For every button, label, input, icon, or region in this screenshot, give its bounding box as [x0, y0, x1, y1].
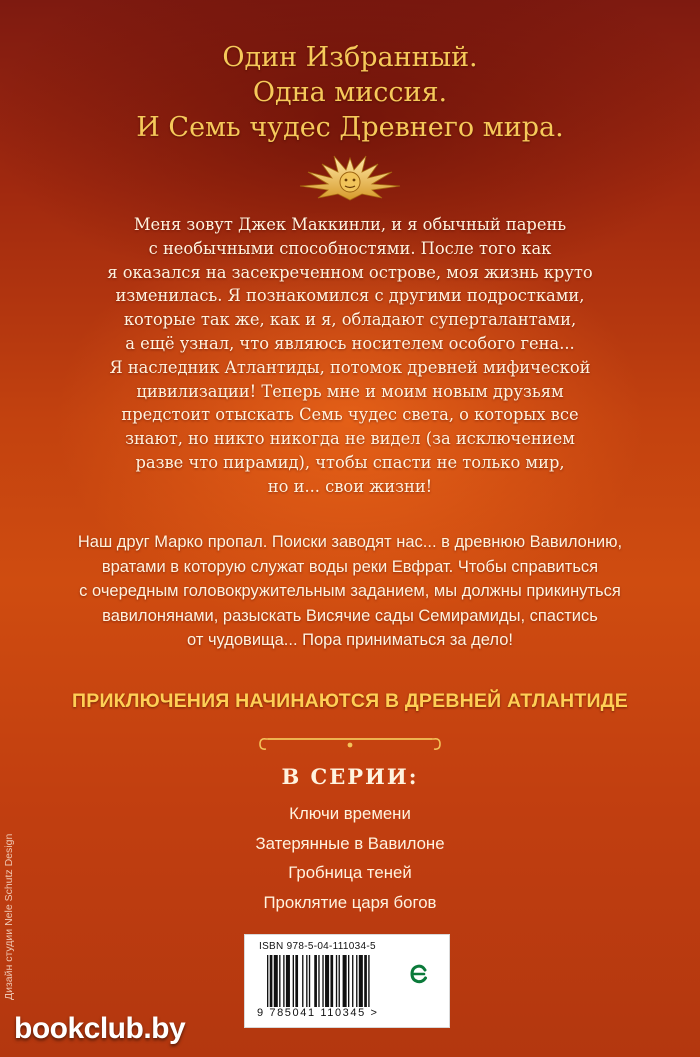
intro-line: знают, но никто никогда не видел (за исключением — [125, 429, 575, 449]
winged-sun-emblem-icon — [296, 150, 404, 206]
plot-line: Наш друг Марко пропал. Поиски заводят нас... в древнюю Вавилонию, — [77, 533, 623, 551]
plot-line: вратами в которую служат воды реки Евфрат. Чтобы справиться — [101, 557, 599, 576]
intro-line: с необычными способностями. После того как — [148, 238, 552, 258]
intro-line: разве что пирамид), чтобы спасти не только мир, — [135, 452, 565, 472]
plot-line: с очередным головокружительным заданием, мы должны прикинуться — [79, 582, 621, 600]
intro-line: которые так же, как и я, обладают суперталантами, — [123, 310, 577, 330]
tagline — [0, 40, 700, 145]
series-heading: В СЕРИИ: — [281, 764, 419, 789]
intro-text — [40, 213, 660, 499]
intro-line: изменилась. Я познакомился с другими подростками, — [115, 286, 585, 306]
barcode-digits: 9 785041 110345 > — [257, 1007, 379, 1019]
tagline-line: Одна миссия. — [252, 77, 448, 108]
tagline-line: Один Избранный. — [222, 42, 478, 73]
series-title: Затерянные в Вавилоне — [255, 833, 445, 853]
plot-line: от чудовища... Пора приниматься за дело! — [187, 631, 513, 649]
adventure-slogan: ПРИКЛЮЧЕНИЯ НАЧИНАЮТСЯ В ДРЕВНЕЙ АТЛАНТИДЕ — [72, 690, 628, 712]
intro-line: но и... свои жизни! — [267, 476, 433, 496]
design-credit: Дизайн студии Nele Schutz Design — [3, 833, 15, 1000]
tagline-line: И Семь чудес Древнего мира. — [136, 112, 564, 143]
intro-line: цивилизации! Теперь мне и моим новым друзьям — [136, 381, 564, 401]
series-title: Гробница теней — [288, 863, 412, 882]
site-watermark: bookclub.by — [14, 1012, 186, 1045]
ornamental-divider-icon — [258, 736, 442, 752]
intro-line: Меня зовут Джек Маккинли, и я обычный парень — [133, 215, 567, 234]
series-list — [0, 799, 700, 917]
intro-line: предстоит отыскать Семь чудес света, о которых все — [121, 405, 579, 425]
eksmo-logo-icon — [404, 959, 434, 989]
isbn-label: ISBN 978-5-04-111034-5 — [259, 941, 376, 952]
plot-line: вавилонянами, разыскать Висячие сады Семирамиды, спастись — [102, 606, 598, 625]
intro-line: Я наследник Атлантиды, потомок древней мифической — [109, 357, 591, 377]
intro-line: я оказался на засекреченном острове, моя жизнь круто — [107, 262, 593, 282]
intro-line: а ещё узнал, что являюсь носителем особого гена... — [125, 333, 575, 353]
plot-summary — [20, 530, 680, 653]
series-title: Ключи времени — [289, 804, 411, 823]
series-title: Проклятие царя богов — [263, 892, 437, 912]
